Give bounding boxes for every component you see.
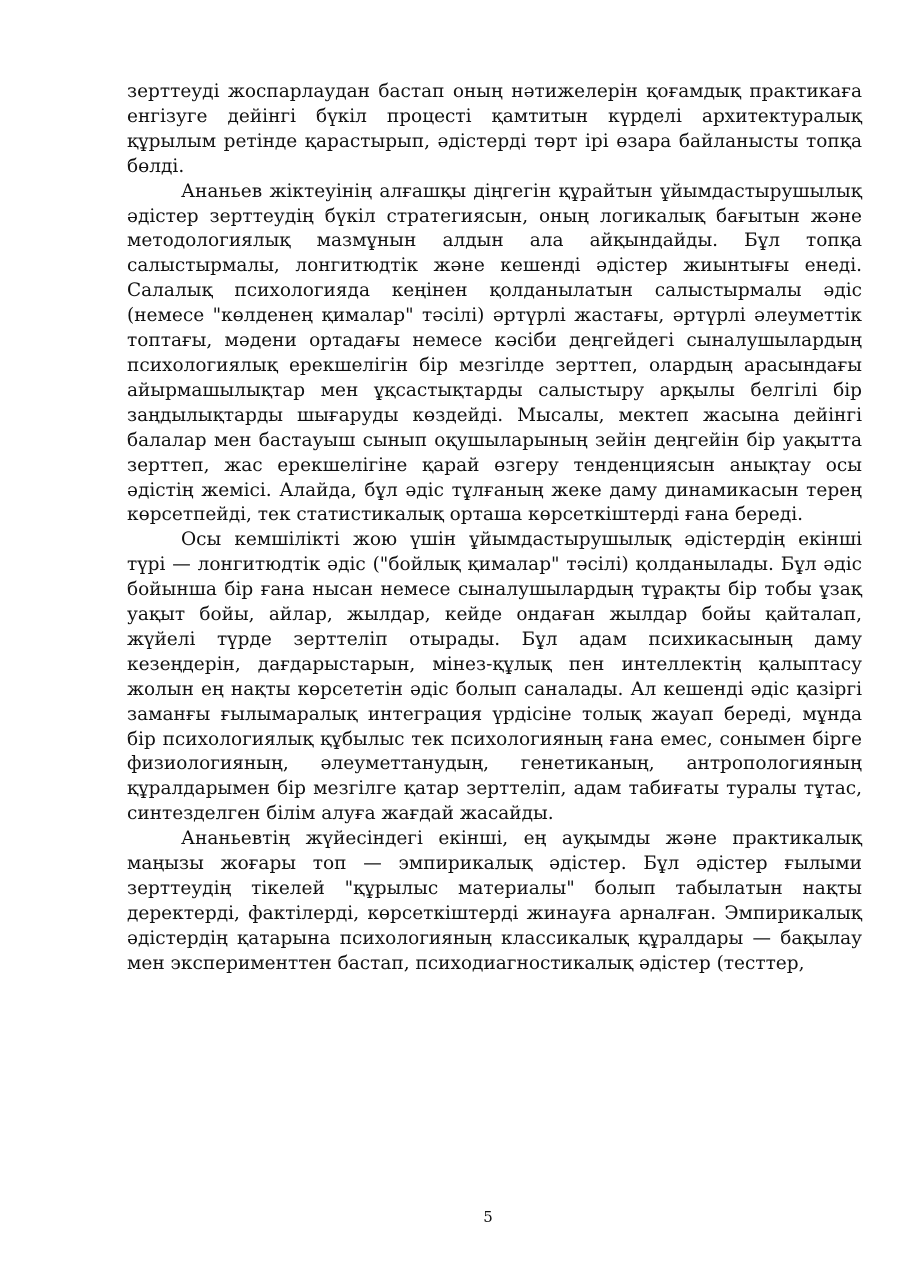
paragraph: Ананьев жіктеуінің алғашқы діңгегін құрайтын ұйымдастырушылық әдістер зерттеудің бүкіл стратегиясын, оның логикалық бағытын және методологиялық мазмұнын алдын ала айқындайды. Бұл топқа салыстырмалы, лонгитюдтік және кешенді әдістер жиынтығы енеді. Салалық психологияда кеңінен қолданылатын салыстырмалы әдіс (немесе "көлденең қималар" тәсілі) әртүрлі жастағы, әртүрлі әлеуметтік топтағы, мәдени ортадағы немесе кәсіби деңгейдегі сыналушылардың психологиялық ерекшелігін бір мезгілде зерттеп, олардың арасындағы айырмашылықтар мен ұқсастықтарды салыстыру арқылы белгілі бір заңдылықтарды шығаруды көздейді. Мысалы, мектеп жасына дейінгі балалар мен бастауыш сынып оқушыларының зейін деңгейін бір уақытта зерттеп, жас ерекшелігіне қарай өзгеру тенденциясын анықтау осы әдістің жемісі. Алайда, бұл әдіс тұлғаның жеке даму динамикасын терең көрсетпейді, тек статистикалық орташа көрсеткіштерді ғана береді. (127, 180, 862, 526)
body-text (127, 80, 862, 977)
paragraph: зерттеуді жоспарлаудан бастап оның нәтижелерін қоғамдық практикаға енгізуге дейінгі бүкіл процесті қамтитын күрделі архитектуралық құрылым ретінде қарастырып, әдістерді төрт ірі өзара байланысты топқа бөлді. (127, 81, 862, 177)
paragraph: Ананьевтің жүйесіндегі екінші, ең ауқымды және практикалық маңызы жоғары топ — эмпирикалық әдістер. Бұл әдістер ғылыми зерттеудің тікелей "құрылыс материалы" болып табылатын нақты деректерді, фактілерді, көрсеткіштерді жинауға арналған. Эмпирикалық әдістердің қатарына психологияның классикалық құралдары — бақылау мен эксперименттен бастап, психодиагностикалық әдістер (тесттер, (127, 828, 862, 974)
page-number: 5 (483, 1208, 493, 1226)
paragraph: Осы кемшілікті жою үшін ұйымдастырушылық әдістердің екінші түрі — лонгитюдтік әдіс ("бойлық қималар" тәсілі) қолданылады. Бұл әдіс бойынша бір ғана нысан немесе сыналушылардың тұрақты бір тобы ұзақ уақыт бойы, айлар, жылдар, кейде ондаған жылдар бойы қайталап, жүйелі түрде зерттеліп отырады. Бұл адам психикасының даму кезеңдерін, дағдарыстарын, мінез-құлық пен интеллектің қалыптасу жолын ең нақты көрсететін әдіс болып саналады. Ал кешенді әдіс қазіргі заманғы ғылымаралық интеграция үрдісіне толық жауап береді, мұнда бір психологиялық құбылыс тек психологияның ғана емес, сонымен бірге физиологияның, әлеуметтанудың, генетиканың, антропологияның құралдарымен бір мезгілге қатар зерттеліп, адам табиғаты туралы тұтас, синтезделген білім алуға жағдай жасайды. (127, 529, 862, 825)
